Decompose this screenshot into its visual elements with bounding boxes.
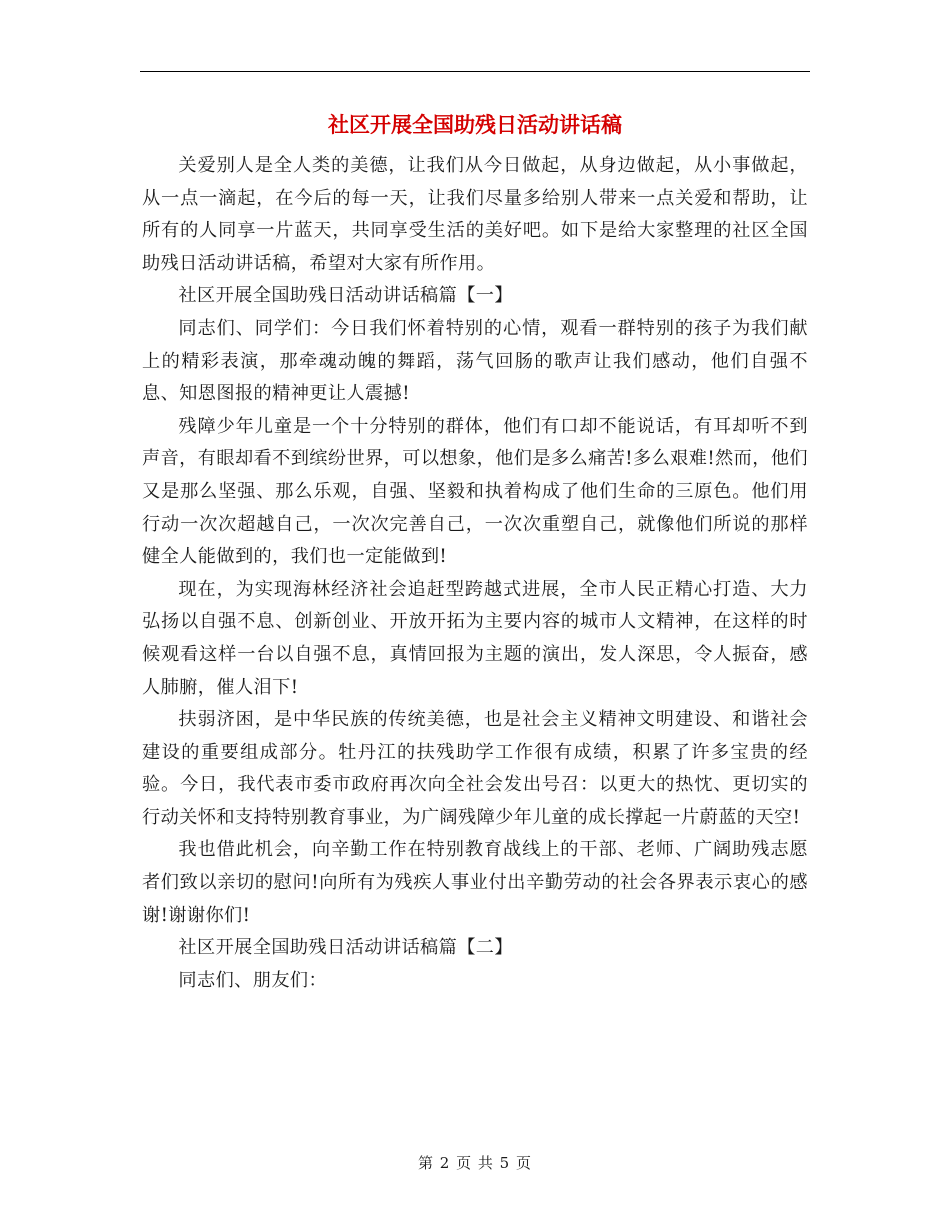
paragraph: 扶弱济困，是中华民族的传统美德，也是社会主义精神文明建设、和谐社会建设的重要组成部分。牡丹江的扶残助学工作很有成绩，积累了许多宝贵的经验。今日，我代表市委市政府再次向全社会发出号召：以更大的热忱、更切实的行动关怀和支持特别教育事业，为广阔残障少年儿童的成长撑起一片蔚蓝的天空! xyxy=(142,709,808,828)
header-rule xyxy=(140,71,810,72)
document-title: 社区开展全国助残日活动讲话稿 xyxy=(328,112,622,137)
paragraph: 我也借此机会，向辛勤工作在特别教育战线上的干部、老师、广阔助残志愿者们致以亲切的慰问!向所有为残疾人事业付出辛勤劳动的社会各界表示衷心的感谢!谢谢你们! xyxy=(142,839,808,926)
document-body xyxy=(142,150,808,997)
paragraph: 残障少年儿童是一个十分特别的群体，他们有口却不能说话，有耳却听不到声音，有眼却看不到缤纷世界，可以想象，他们是多么痛苦!多么艰难!然而，他们又是那么坚强、那么乐观，自强、坚毅和执着构成了他们生命的三原色。他们用行动一次次超越自己，一次次完善自己，一次次重塑自己，就像他们所说的那样健全人能做到的，我们也一定能做到! xyxy=(142,415,808,568)
paragraph: 同志们、同学们：今日我们怀着特别的心情，观看一群特别的孩子为我们献上的精彩表演，那牵魂动魄的舞蹈，荡气回肠的歌声让我们感动，他们自强不息、知恩图报的精神更让人震撼! xyxy=(142,317,808,405)
paragraph: 同志们、朋友们： xyxy=(178,969,328,991)
page-number: 第 2 页 共 5 页 xyxy=(418,1154,532,1172)
section-heading-1: 社区开展全国助残日活动讲话稿篇【一】 xyxy=(178,285,513,307)
paragraph-intro: 关爱别人是全人类的美德，让我们从今日做起，从身边做起，从小事做起，从一点一滴起，在今后的每一天，让我们尽量多给别人带来一点关爱和帮助，让所有的人同享一片蓝天，共同享受生活的美好吧。如下是给大家整理的社区全国助残日活动讲话稿，希望对大家有所作用。 xyxy=(142,155,808,274)
paragraph: 现在，为实现海林经济社会追赶型跨越式进展，全市人民正精心打造、大力弘扬以自强不息、创新创业、开放开拓为主要内容的城市人文精神，在这样的时候观看这样一台以自强不息，真情回报为主题的演出，发人深思，令人振奋，感人肺腑，催人泪下! xyxy=(142,578,808,698)
section-heading-2: 社区开展全国助残日活动讲话稿篇【二】 xyxy=(178,937,513,959)
